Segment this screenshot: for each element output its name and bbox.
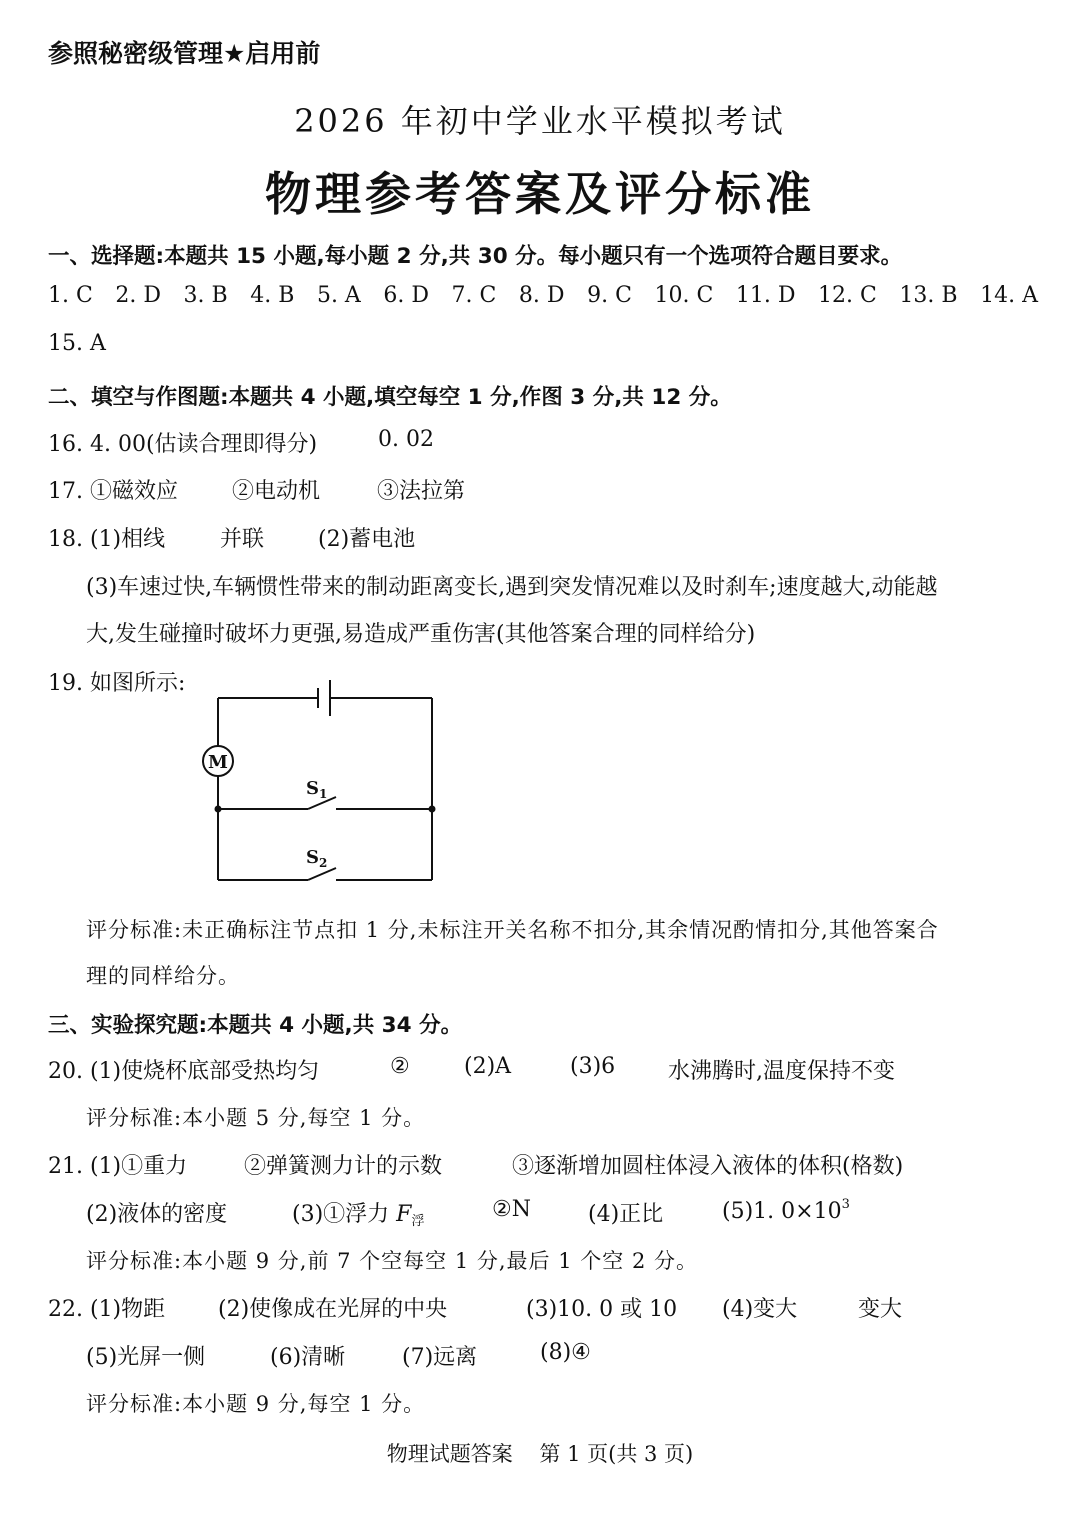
answer-6: 6. D: [383, 283, 429, 308]
q20-grading-note: 评分标准:本小题 5 分,每空 1 分。: [86, 1106, 426, 1130]
answer-8: 8. D: [518, 283, 565, 308]
q22-answer-g: (6)清晰: [270, 1345, 346, 1370]
document-title: 物理参考答案及评分标准: [265, 167, 815, 221]
q18-answer-a: 18. (1)相线: [48, 527, 166, 552]
answer-3: 3. B: [183, 283, 228, 308]
section3-heading: 三、实验探究题:本题共 4 小题,共 34 分。: [48, 1013, 463, 1038]
answer-4: 4. B: [250, 283, 295, 308]
q21-answer-b: ②弹簧测力计的示数: [244, 1154, 443, 1179]
q20-answer-a: 20. (1)使烧杯底部受热均匀: [48, 1059, 320, 1084]
q16-answer-b: 0. 02: [378, 427, 434, 452]
circuit-diagram: [196, 676, 446, 890]
exam-title: 2026 年初中学业水平模拟考试: [294, 102, 786, 140]
q20-answer-c: (2)A: [464, 1054, 512, 1079]
q17-answer-a: 17. ①磁效应: [48, 479, 178, 504]
answer-12: 12. C: [818, 283, 877, 308]
answer-10: 10. C: [654, 283, 714, 308]
q21-grading-note: 评分标准:本小题 9 分,前 7 个空每空 1 分,最后 1 个空 2 分。: [86, 1249, 698, 1273]
answer-1: 1. C: [48, 283, 93, 308]
q18-answer-line2: (3)车速过快,车辆惯性带来的制动距离变长,遇到突发情况难以及时刹车;速度越大,动能越: [86, 575, 938, 600]
q22-answer-i: (8)④: [540, 1340, 591, 1365]
confidentiality-label: 参照秘密级管理★启用前: [48, 39, 321, 68]
node-right: [429, 806, 436, 813]
answer-13: 13. B: [899, 283, 958, 308]
q22-answer-a: 22. (1)物距: [48, 1297, 166, 1322]
answer-5: 5. A: [316, 283, 361, 308]
switch-s1-label: $S_1$: [306, 778, 328, 801]
q17-answer-c: ③法拉第: [377, 479, 466, 504]
q21-answer-e: (3)①浮力 $F_浮$: [292, 1202, 425, 1229]
q22-answer-h: (7)远离: [402, 1345, 478, 1370]
q21-answer-g: (4)正比: [588, 1202, 664, 1227]
q19-grading-note-1: 评分标准:未正确标注节点扣 1 分,未标注开关名称不扣分,其余情况酌情扣分,其他答案合: [86, 918, 939, 942]
answer-15: 15. A: [48, 331, 106, 356]
q22-answer-d: (4)变大: [722, 1297, 798, 1322]
q18-answer-b: 并联: [220, 527, 265, 552]
q21-answer-a: 21. (1)①重力: [48, 1154, 188, 1179]
answer-2: 2. D: [115, 283, 161, 308]
q21-answer-d: (2)液体的密度: [86, 1202, 228, 1227]
section2-heading: 二、填空与作图题:本题共 4 小题,填空每空 1 分,作图 3 分,共 12 分。: [48, 385, 732, 410]
q19-label: 19. 如图所示:: [48, 671, 186, 696]
q22-answer-e: 变大: [858, 1297, 903, 1322]
q16-answer-a: 16. 4. 00(估读合理即得分): [48, 432, 318, 457]
q22-answer-c: (3)10. 0 或 10: [526, 1297, 678, 1322]
choice-answers-row: [48, 283, 1038, 308]
q21-answer-f: ②N: [492, 1197, 531, 1222]
q20-answer-d: (3)6: [570, 1054, 616, 1079]
q18-answer-c: (2)蓄电池: [318, 527, 416, 552]
q19-grading-note-2: 理的同样给分。: [86, 964, 240, 988]
answer-11: 11. D: [735, 283, 796, 308]
q21-answer-c: ③逐渐增加圆柱体浸入液体的体积(格数): [512, 1154, 904, 1179]
q20-answer-e: 水沸腾时,温度保持不变: [668, 1059, 895, 1084]
switch-s2-label: $S_2$: [306, 847, 328, 870]
q22-answer-b: (2)使像成在光屏的中央: [218, 1297, 448, 1322]
section1-heading: 一、选择题:本题共 15 小题,每小题 2 分,共 30 分。每小题只有一个选项符合题目要求。: [48, 244, 903, 269]
q18-answer-line3: 大,发生碰撞时破坏力更强,易造成严重伤害(其他答案合理的同样给分): [86, 622, 756, 647]
motor-label: M: [208, 752, 228, 773]
q17-answer-b: ②电动机: [232, 479, 321, 504]
answer-9: 9. C: [587, 283, 632, 308]
answer-7: 7. C: [451, 283, 497, 308]
q22-answer-f: (5)光屏一侧: [86, 1345, 206, 1370]
q21-answer-h: (5)1. $0\times 10^3$: [722, 1197, 850, 1224]
answer-14: 14. A: [980, 283, 1038, 308]
q20-answer-b: ②: [390, 1054, 410, 1079]
page-footer: 物理试题答案 第 1 页(共 3 页): [386, 1442, 694, 1466]
node-left: [215, 806, 222, 813]
q22-grading-note: 评分标准:本小题 9 分,每空 1 分。: [86, 1392, 426, 1416]
